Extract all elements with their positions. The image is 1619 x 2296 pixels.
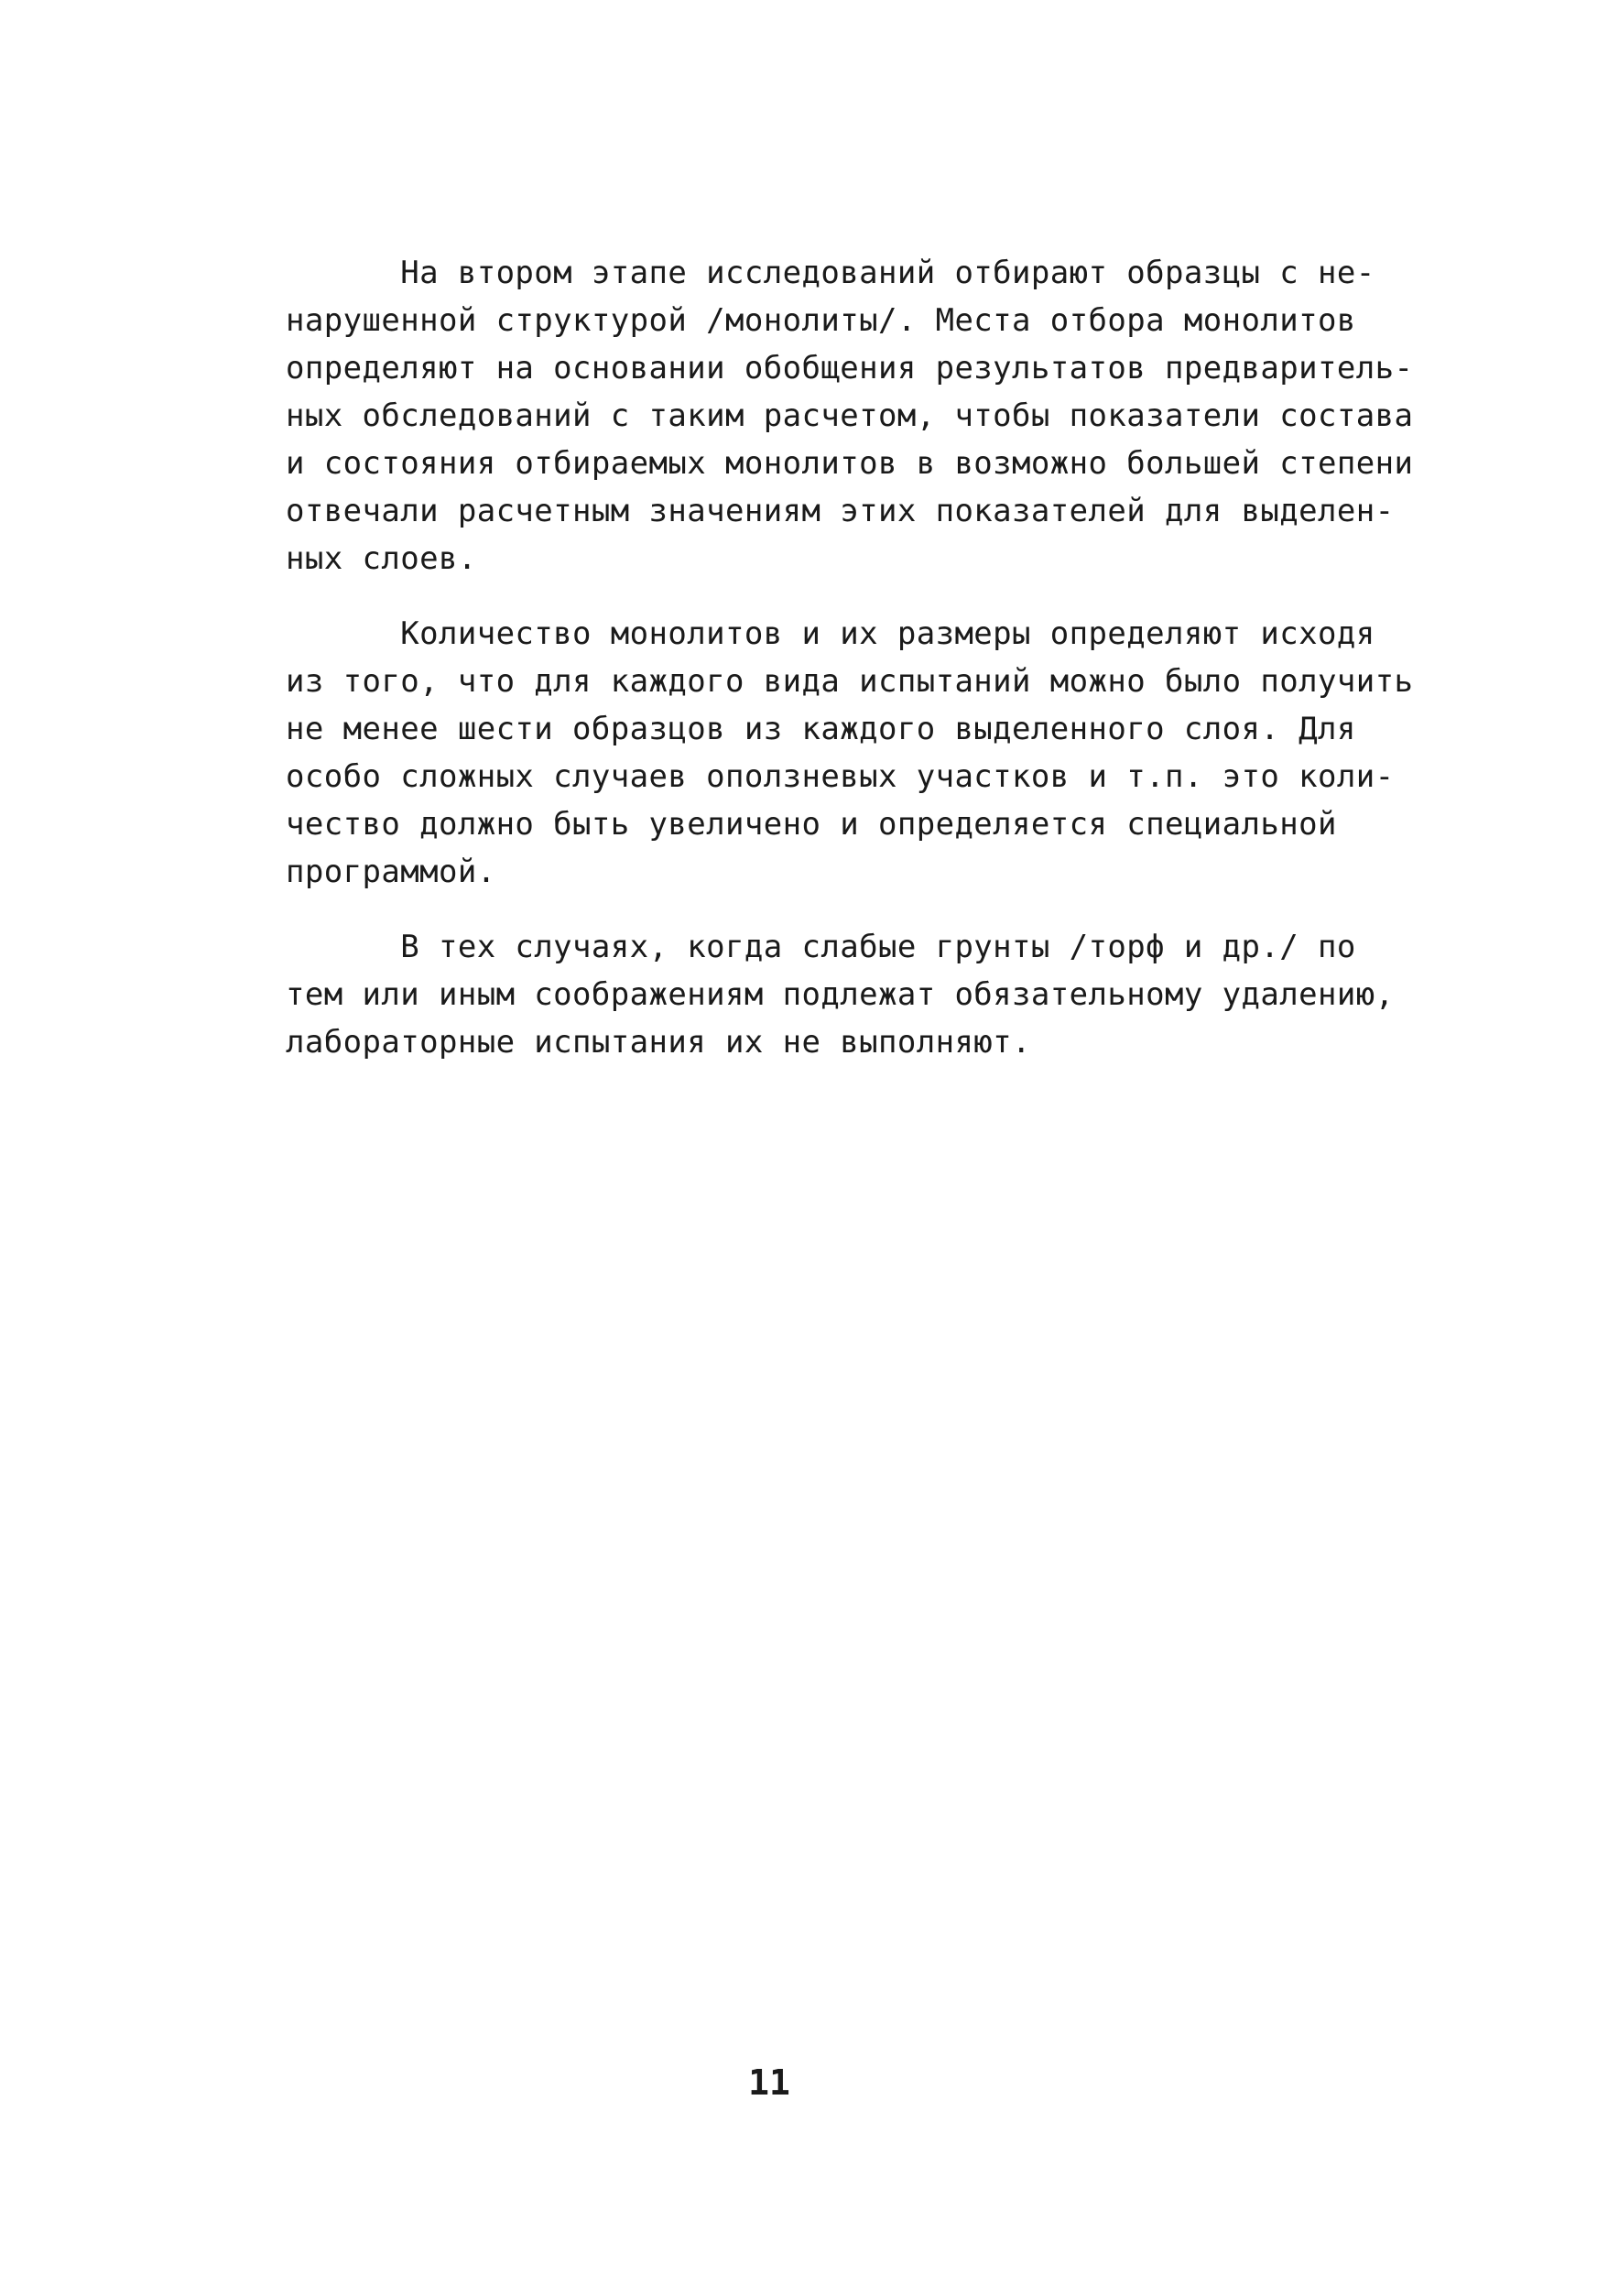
text-line: чество должно быть увеличено и определяется специальной [286,806,1337,843]
text-line: отвечали расчетным значениям этих показателей для выделен- [286,493,1395,529]
paragraph-2 [286,610,1440,896]
text-line: и состояния отбираемых монолитов в возможно большей степени [286,445,1414,482]
text-line: программой. [286,854,496,890]
text-line: особо сложных случаев оползневых участков и т.п. это коли- [286,758,1395,795]
paragraph-1 [286,249,1440,582]
text-line: лабораторные испытания их не выполняют. [286,1024,1031,1061]
page-number: 11 [748,2062,790,2103]
text-line: из того, что для каждого вида испытаний можно было получить [286,663,1414,700]
text-line: В тех случаях, когда слабые грунты /торф и др./ по [286,929,1356,965]
text-line: тем или иным соображениям подлежат обязательному удалению, [286,976,1395,1013]
text-line: На втором этапе исследований отбирают образцы с не- [286,255,1375,291]
text-line: ных обследований с таким расчетом, чтобы показатели состава [286,397,1414,434]
text-line: определяют на основании обобщения результатов предваритель- [286,350,1414,386]
text-line: ных слоев. [286,540,477,577]
body-text [286,249,1440,1094]
text-line: Количество монолитов и их размеры определяют исходя [286,615,1375,652]
text-line: не менее шести образцов из каждого выделенного слоя. Для [286,711,1356,747]
paragraph-3 [286,923,1440,1066]
text-line: нарушенной структурой /монолиты/. Места отбора монолитов [286,302,1356,339]
